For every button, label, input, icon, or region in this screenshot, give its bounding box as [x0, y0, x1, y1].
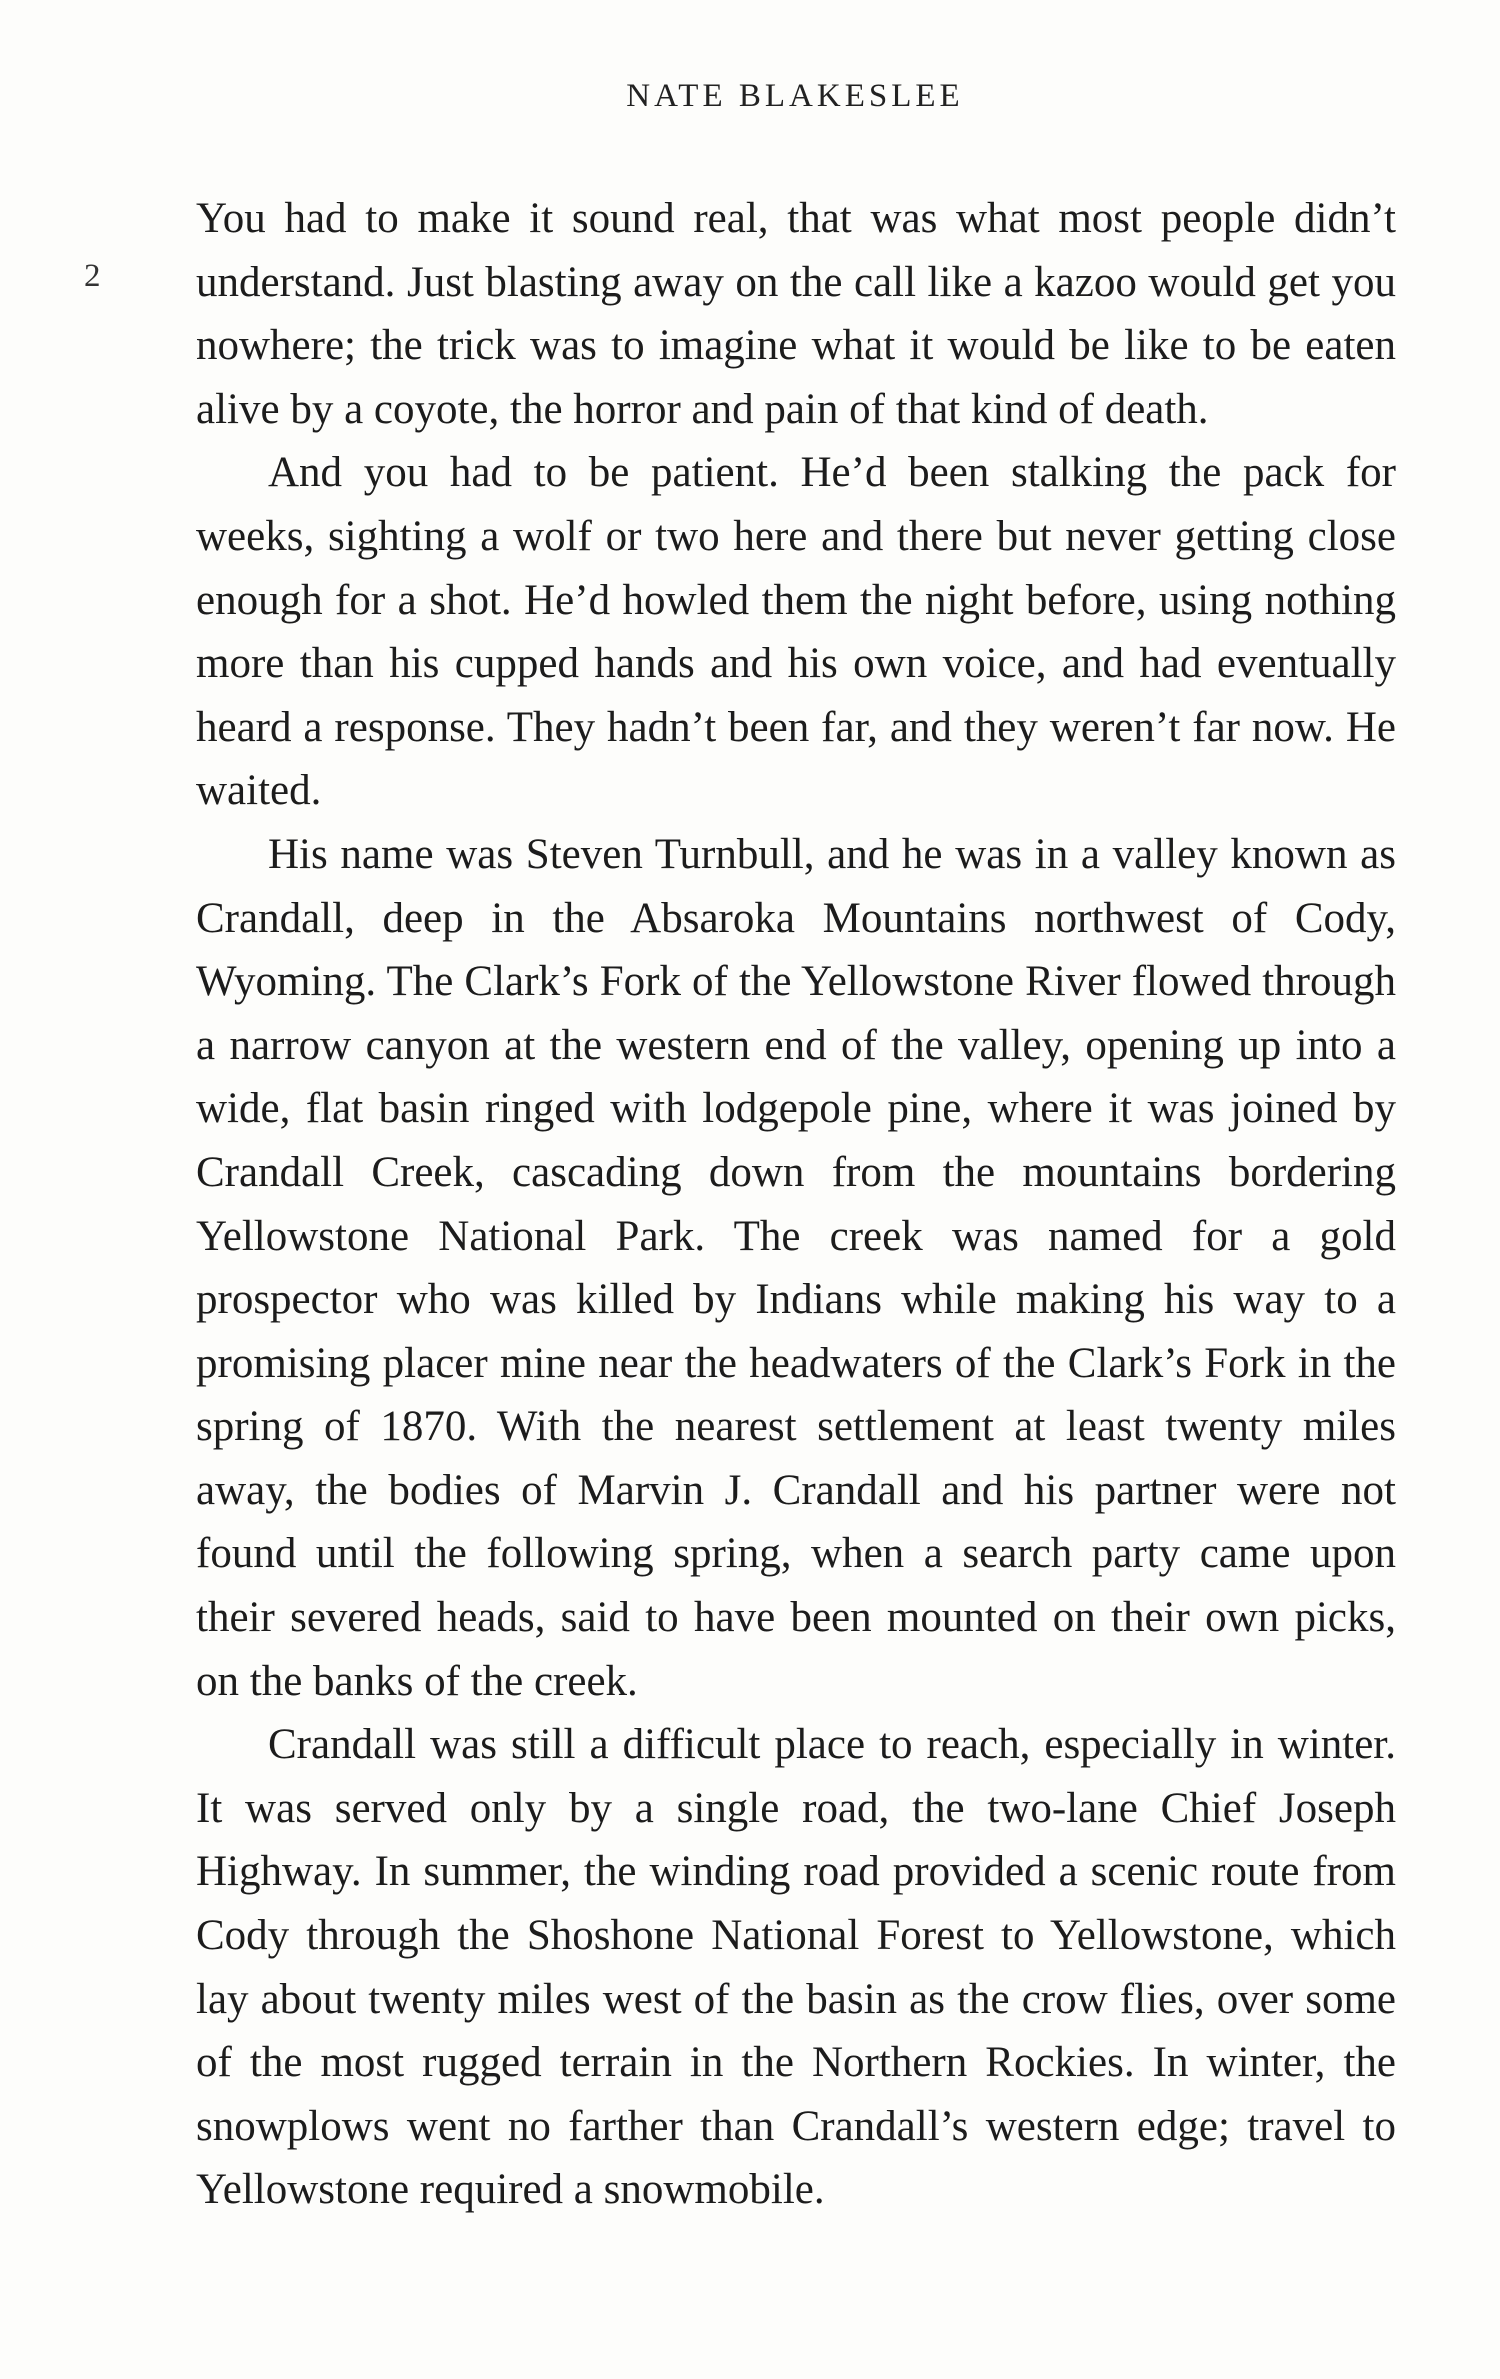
page-number: 2 — [84, 258, 101, 294]
paragraph: Crandall was still a difficult place to reach, especially in winter. It was served only by a single road, the two-lane Chief Joseph Highway. In summer, the winding road provided a scenic route from Cody through the Shoshone National Forest to Yellowstone, which lay about twenty miles west of the basin as the crow flies, over some of the most rugged terrain in the Northern Rockies. In winter, the snowplows went no farther than Crandall’s western edge; travel to Yellowstone required a snowmobile. — [196, 1721, 1396, 2214]
paragraph: And you had to be patient. He’d been stalking the pack for weeks, sighting a wolf or two here and there but never getting close enough for a shot. He’d howled them the night before, using nothing more than his cupped hands and his own voice, and had eventually heard a response. They hadn’t been far, and they weren’t far now. He waited. — [196, 449, 1396, 815]
paragraph: You had to make it sound real, that was what most people didn’t understand. Just blasting away on the call like a kazoo would get you nowhere; the trick was to imagine what it would be like to be eaten alive by a coyote, the horror and pain of that kind of death. — [196, 195, 1396, 433]
paragraph: His name was Steven Turnbull, and he was in a valley known as Crandall, deep in the Absaroka Mountains northwest of Cody, Wyoming. The Clark’s Fork of the Yellowstone River flowed through a narrow canyon at the western end of the valley, opening up into a wide, flat basin ringed with lodgepole pine, where it was joined by Crandall Creek, cascading down from the mountains bordering Yellowstone National Park. The creek was named for a gold prospector who was killed by Indians while making his way to a promising placer mine near the headwaters of the Clark’s Fork in the spring of 1870. With the nearest settlement at least twenty miles away, the bodies of Marvin J. Crandall and his partner were not found until the following spring, when a search party came upon their severed heads, said to have been mounted on their own picks, on the banks of the creek. — [196, 830, 1396, 1705]
running-head: NATE BLAKESLEE — [626, 78, 964, 114]
body-text — [196, 187, 1396, 2222]
